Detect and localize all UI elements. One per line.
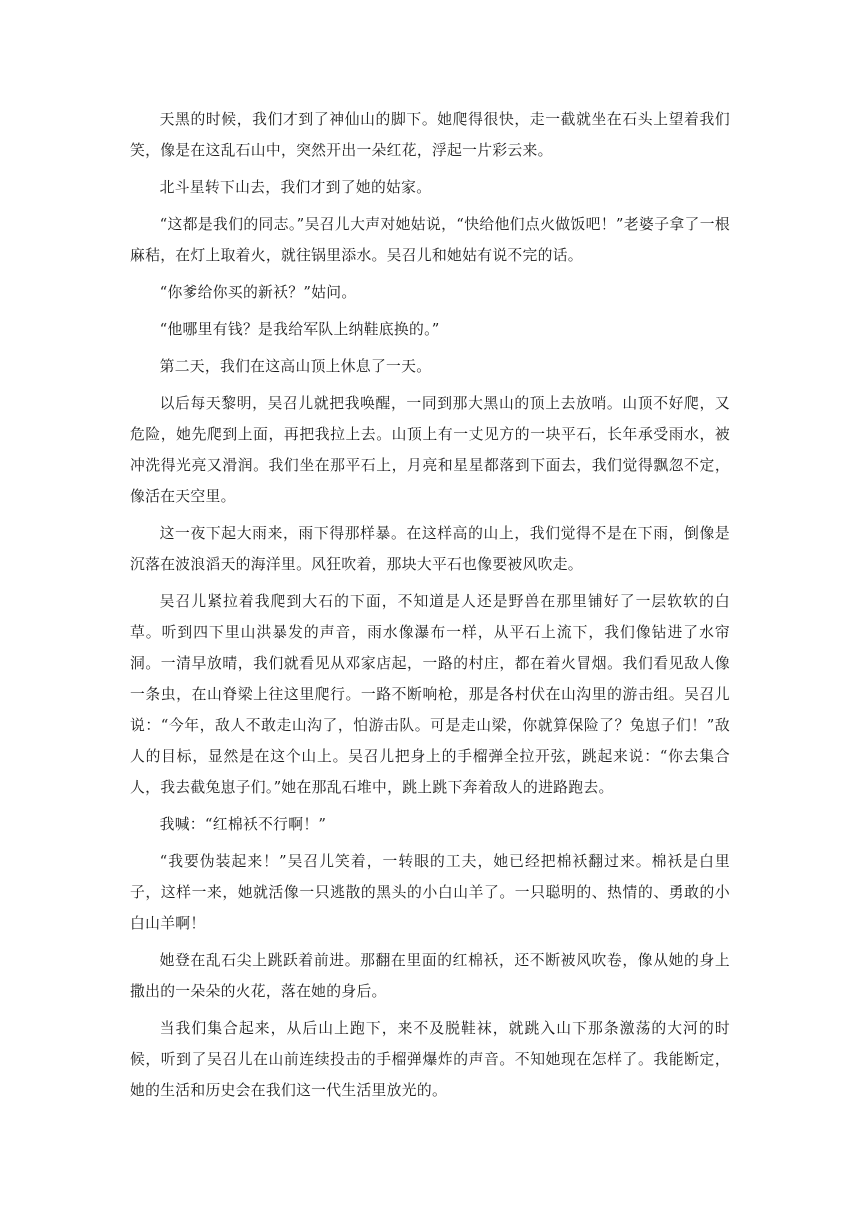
paragraph: “你爹给你买的新袄？”姑问。 [159, 284, 357, 301]
paragraph: “他哪里有钱？是我给军队上纳鞋底换的。” [159, 321, 440, 338]
document-page [130, 104, 730, 1112]
paragraph: 我喊：“红棉袄不行啊！” [159, 816, 327, 833]
paragraph: “这都是我们的同志。”吴召儿大声对她姑说，“快给他们点火做饭吧！”老婆子拿了一根麻秸，在灯上取着火，就往锅里添水。吴召儿和她姑有说不完的话。 [130, 216, 730, 264]
paragraph: 北斗星转下山去，我们才到了她的姑家。 [159, 179, 432, 196]
paragraph: 以后每天黎明，吴召儿就把我唤醒，一同到那大黑山的顶上去放哨。山顶不好爬，又危险，她先爬到上面，再把我拉上去。山顶上有一丈见方的一块平石，长年承受雨水，被冲洗得光亮又滑润。我们坐在那平石上，月亮和星星都落到下面去，我们觉得飘忽不定，像活在天空里。 [130, 395, 730, 505]
paragraph: 这一夜下起大雨来，雨下得那样暴。在这样高的山上，我们觉得不是在下雨，倒像是沉落在波浪滔天的海洋里。风狂吹着，那块大平石也像要被风吹走。 [130, 525, 730, 573]
paragraph: 天黑的时候，我们才到了神仙山的脚下。她爬得很快，走一截就坐在石头上望着我们笑，像是在这乱石山中，突然开出一朵红花，浮起一片彩云来。 [130, 111, 730, 159]
paragraph: 当我们集合起来，从后山上跑下，来不及脱鞋袜，就跳入山下那条激荡的大河的时候，听到了吴召儿在山前连续投击的手榴弹爆炸的声音。不知她现在怎样了。我能断定，她的生活和历史会在我们这一代生活里放光的。 [130, 1020, 730, 1099]
paragraph: 她登在乱石尖上跳跃着前进。那翻在里面的红棉袄，还不断被风吹卷，像从她的身上撒出的一朵朵的火花，落在她的身后。 [130, 952, 730, 1000]
paragraph: 吴召儿紧拉着我爬到大石的下面，不知道是人还是野兽在那里铺好了一层软软的白草。听到四下里山洪暴发的声音，雨水像瀑布一样，从平石上流下，我们像钻进了水帘洞。一清早放晴，我们就看见从邓家店起，一路的村庄，都在着火冒烟。我们看见敌人像一条虫，在山脊梁上往这里爬行。一路不断响枪，那是各村伏在山沟里的游击组。吴召儿说：“今年，敌人不敢走山沟了，怕游击队。可是走山梁，你就算保险了？兔崽子们！”敌人的目标，显然是在这个山上。吴召儿把身上的手榴弹全拉开弦，跳起来说：“你去集合人，我去截兔崽子们。”她在那乱石堆中，跳上跳下奔着敌人的进路跑去。 [130, 593, 730, 796]
paragraph: 第二天，我们在这高山顶上休息了一天。 [159, 358, 432, 375]
paragraph: “我要伪装起来！”吴召儿笑着，一转眼的工夫，她已经把棉袄翻过来。棉袄是白里子，这样一来，她就活像一只逃散的黑头的小白山羊了。一只聪明的、热情的、勇敢的小白山羊啊！ [130, 853, 730, 932]
